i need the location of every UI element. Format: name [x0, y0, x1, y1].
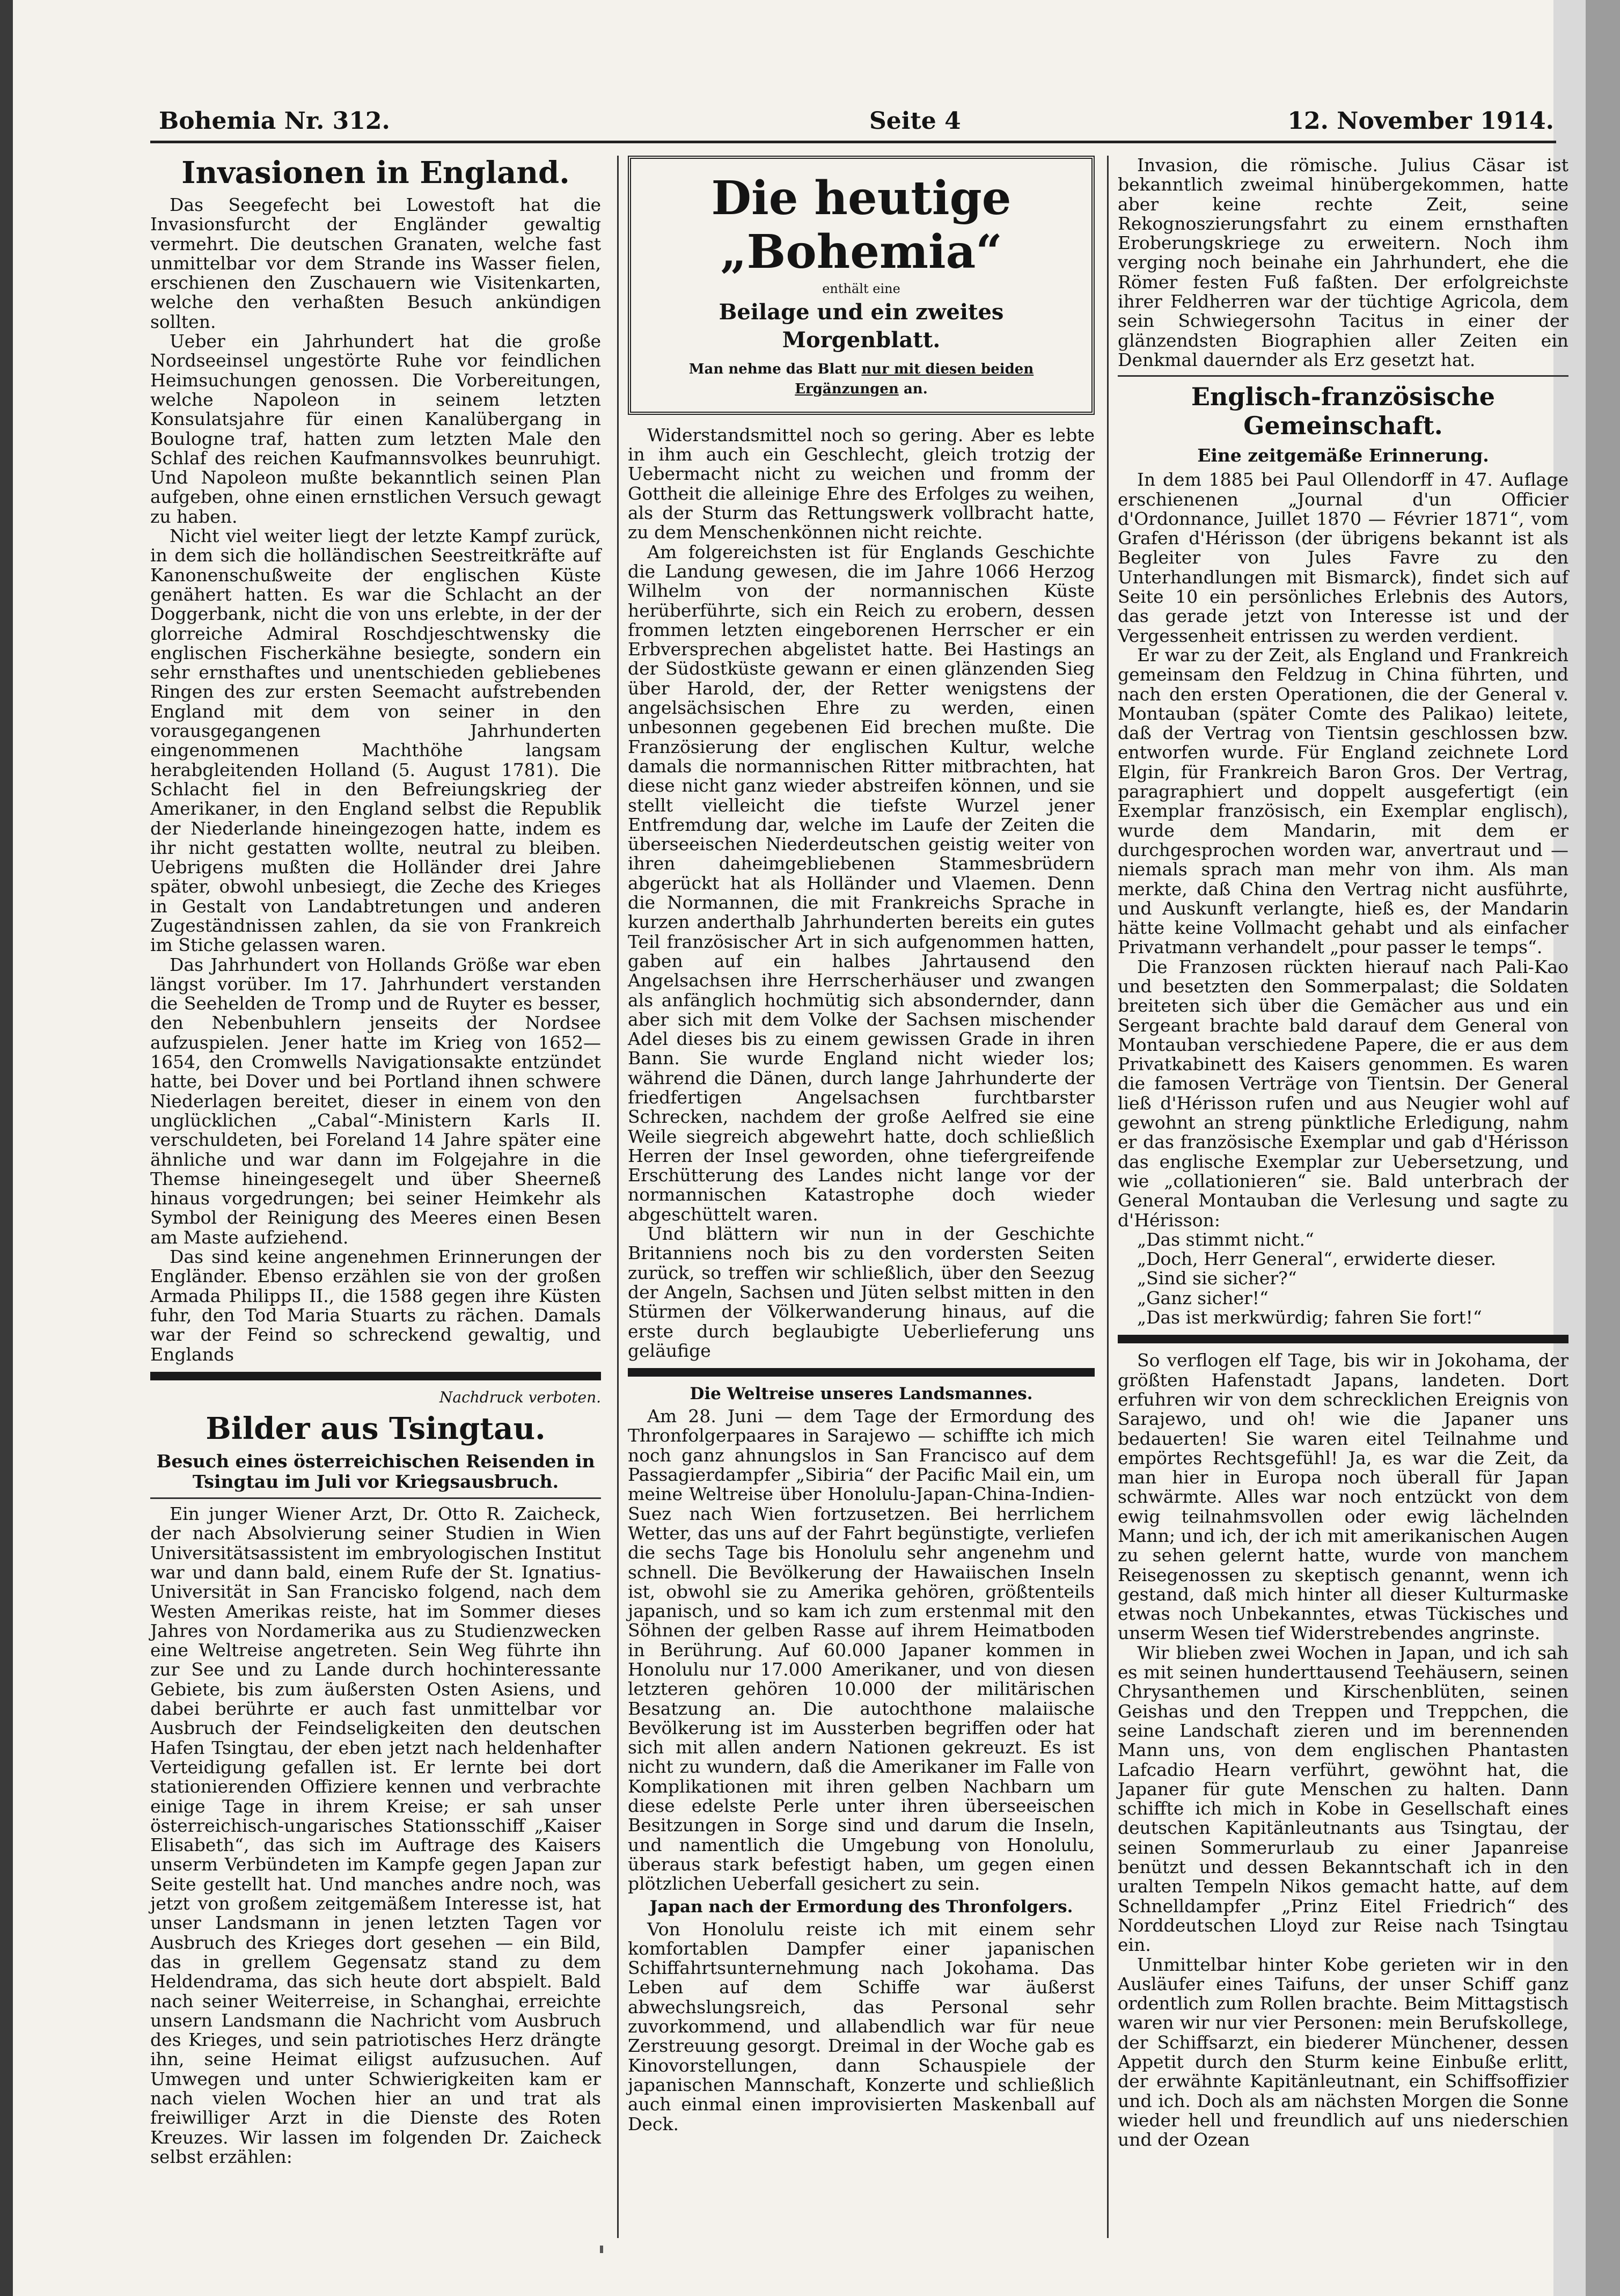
- paragraph: Widerstandsmittel noch so gering. Aber es lebte in ihm auch ein Geschlecht, gleich trotzig der Uebermacht nicht zu weichen und fromm der Gottheit die alleinige Ehre des Erfolges zu weihen, als der Sturm das Rettungswerk vollbracht hatte, zu dem Menschenkönnen nicht reichte.: [628, 424, 1095, 543]
- scan-edge-left: [0, 0, 13, 2296]
- paragraph: Das Seegefecht bei Lowestoft hat die Invasionsfurcht der Engländer gewaltig vermehrt. Die deutschen Granaten, welche fast unmittelbar vor dem Strande ins Wasser fielen, erschienen den Zuschauern wie Visitenkarten, welche den verhaßten Besuch ankündigen sollten.: [150, 194, 601, 332]
- section-title-japan: Japan nach der Ermordung des Thronfolgers.: [649, 1897, 1073, 1917]
- paragraph: Die Franzosen rückten hierauf nach Pali-Kao und besetzten den Sommerpalast; die Soldaten breiteten sich über die Gemächer aus und ein Sergeant brachte bald darauf dem General von Montauban verschiedene Papere, die er aus dem Privatkabinett des Kaisers genommen. Es waren die famosen Verträge von Tientsin. Der General ließ d'Hérisson rufen und aus Neugier wohl auf gewohnt an streng pünktliche Erledigung, nahm er das französische Exemplar und gab d'Hérisson das englische Exemplar zur Uebersetzung, und wie „collationieren“ sie. Bald unterbrach der General Montauban die Verlesung und sagte zu d'Hérisson:: [1118, 956, 1568, 1231]
- reprint-note: Nachdruck verboten.: [439, 1388, 601, 1406]
- section-rule: [628, 1368, 1095, 1377]
- page-header: [159, 107, 1554, 140]
- header-rule: [150, 141, 1556, 143]
- paragraph: Von Honolulu reiste ich mit einem sehr komfortablen Dampfer einer japanischen Schiffahrtsunternehmung nach Jokohama. Das Leben auf dem Schiffe war äußerst abwechslungsreich, das Personal sehr zuvorkommend, und allabendlich war für neue Zerstreuung gesorgt. Dreimal in der Woche gab es Kinovorstellungen, dann Schauspiele der japanischen Mannschaft, Konzerte und schließlich auch einmal einen improvisierten Maskenball auf Deck.: [628, 1918, 1095, 2134]
- dialogue-line: „Das ist merkwürdig; fahren Sie fort!“: [1137, 1307, 1482, 1328]
- dialogue-line: „Sind sie sicher?“: [1137, 1268, 1297, 1289]
- paragraph: Und blättern wir nun in der Geschichte Britanniens noch bis zu den vordersten Seiten zurück, so treffen wir schließlich, über den Seezug der Angeln, Sachsen und Jüten selbst mitten in den Stürmen der Völkerwanderung hinaus, auf die erste durch beglaubigte Ueberlieferung uns geläufige: [628, 1223, 1095, 1361]
- dialogue-line: „Doch, Herr General“, erwiderte dieser.: [1137, 1248, 1497, 1270]
- notice-title: Die heutige „Bohemia“: [711, 171, 1011, 279]
- section-rule: [150, 1372, 601, 1380]
- print-mark: [600, 2246, 603, 2253]
- article-title-invasionen: Invasionen in England.: [181, 155, 570, 191]
- subtitle-rule: [150, 1497, 601, 1499]
- header-page-number: Seite 4: [869, 107, 961, 135]
- paragraph: Das sind keine angenehmen Erinnerungen der Engländer. Ebenso erzählen sie von der großen Armada Philipps II., die 1588 gegen ihre Küsten fuhr, den Tod Maria Stuarts zu rächen. Damals war der Feind so schreckend gewaltig, und Englands: [150, 1246, 601, 1365]
- paragraph: Ueber ein Jahrhundert hat die große Nordseeinsel ungestörte Ruhe vor feindlichen Heimsuchungen genossen. Die Vorbereitungen, welche Napoleon in seinem letzten Konsulatsjahre für einen Kanalübergang in Boulogne traf, hatten zum letzten Male den Schlaf des reichen Kaufmannsvolkes beunruhigt. Und Napoleon mußte bekanntlich seinen Plan aufgeben, ohne einen ernstlichen Versuch gewagt zu haben.: [150, 331, 601, 527]
- notice-line3: [642, 360, 1081, 399]
- article-subtitle-erinnerung: Eine zeitgemäße Erinnerung.: [1197, 445, 1489, 466]
- notice-line3-pre: Man nehme das Blatt: [688, 361, 862, 378]
- paragraph: Das Jahrhundert von Hollands Größe war eben längst vorüber. Im 17. Jahrhundert verstanden die Seehelden de Tromp und de Ruyter es besser, den Nebenbuhlern jenseits der Nordsee aufzuspielen. Jener hatte im Krieg von 1652—1654, den Cromwells Navigationsakte entzündet hatte, bei Dover und bei Portland ihnen schwere Niederlagen bereitet, dieser in einem von den unglücklichen „Cabal“-Ministern Karls II. verschuldeten, bei Foreland 14 Jahre später eine ähnliche und war dann im Folgejahre in die Themse hineingesegelt und über Sheerneß hinaus vorgedrungen; bei seiner Heimkehr als Symbol der Reinigung des Meeres einen Besen am Maste aufziehend.: [150, 954, 601, 1248]
- paragraph: So verflogen elf Tage, bis wir in Jokohama, der größten Hafenstadt Japans, landeten. Dort erfuhren wir von dem schrecklichen Ereignis von Sarajewo, und oh! wie die Japaner uns bedauerten! Sie waren eitel Teilnahme und empörtes Rechtsgefühl! Ja, es war die Zeit, da man hier in Europa noch überall für Japan schwärmte. Alles war noch entzückt von dem ewig teilnahmsvollen oder ewig lächelnden Mann; und ich, der ich mit amerikanischen Augen zu sehen gelernt hatte, wurde von manchem Reisegenossen zu skeptisch genannt, wenn ich gestand, daß mich hinter all dieser Kulturmaske etwas noch Unbekanntes, etwas Tückisches und unserm Wesen tief Widerstrebendes angrinste.: [1118, 1350, 1568, 1644]
- column-divider-1: [617, 156, 619, 2238]
- section-rule: [1118, 1335, 1568, 1343]
- paragraph: In dem 1885 bei Paul Ollendorff in 47. Auflage erschienenen „Journal d'un Officier d'Ordonnance, Juillet 1870 — Février 1871“, vom Grafen d'Hérisson (der übrigens bekannt ist als Begleiter von Jules Favre zu den Unterhandlungen mit Bismarck), findet sich auf Seite 10 ein persönliches Erlebnis des Autors, das gerade jetzt von Interesse ist und der Vergessenheit entrissen zu werden verdient.: [1118, 469, 1568, 646]
- paragraph: Am 28. Juni — dem Tage der Ermordung des Thronfolgerpaares in Sarajewo — schiffte ich mich noch ganz ahnungslos in San Francisco auf dem Passagierdampfer „Sibiria“ der Pacific Mail ein, um meine Weltreise über Honolulu-Japan-China-Indien-Suez nach Wien fortzusetzen. Bei herrlichem Wetter, das uns auf der Fahrt begünstigte, verliefen die sechs Tage bis Honolulu sehr angenehm und schnell. Die Bevölkerung der Hawaiischen Inseln ist, obwohl sie zu Amerika gehören, größtenteils japanisch, und so kam ich zum erstenmal mit den Söhnen der gelben Rasse auf ihrem Heimatboden in Berührung. Auf 60.000 Japaner kommen in Honolulu nur 17.000 Amerikaner, und von diesen letzteren gehören 10.000 der militärischen Besatzung an. Die autochthone malaiische Bevölkerung ist im Aussterben begriffen oder hat sich mit allen andern Nationen gekreuzt. Es ist nicht zu wundern, daß die Amerikaner im Falle von Komplikationen mit ihren gelben Nachbarn um diese edelste Perle unter ihren überseeischen Besitzungen in Sorge sind und darum die Inseln, und namentlich die Umgebung von Honolulu, überaus stark befestigt haben, um gegen einen plötzlichen Ueberfall gesichert zu sein.: [628, 1406, 1095, 1895]
- dialogue-line: „Ganz sicher!“: [1137, 1287, 1269, 1308]
- dialogue-line: „Das stimmt nicht.“: [1137, 1229, 1314, 1250]
- article-title-tsingtau: Bilder aus Tsingtau.: [206, 1411, 546, 1447]
- article-subtitle-tsingtau: Besuch eines österreichischen Reisenden in Tsingtau im Juli vor Kriegsausbruch.: [156, 1451, 595, 1493]
- notice-line1: enthält eine: [822, 281, 900, 296]
- notice-line3-post: an.: [898, 381, 928, 397]
- paragraph: Wir blieben zwei Wochen in Japan, und ich sah es mit seinen hunderttausend Teehäusern, seinen Chrysanthemen und Kirschenblüten, seinen Geishas und den Treppen und Treppchen, die seine Landschaft zieren und im berennenden Mann uns, von dem englischen Phantasten Lafcadio Hearn verführt, gewöhnt hat, die Japaner für gute Menschen zu halten. Dann schiffte ich mich in Kobe in Gesellschaft eines deutschen Kapitänleutnants aus Tsingtau, der seinen Sommerurlaub zu einer Japanreise benützt und dessen Bekanntschaft ich in den uralten Tempeln Nikos gemacht hatte, auf dem Schnelldampfer „Prinz Eitel Friedrich“ des Norddeutschen Lloyd zur Reise nach Tsingtau ein.: [1118, 1642, 1568, 1956]
- paragraph: Am folgereichsten ist für Englands Geschichte die Landung gewesen, die im Jahre 1066 Herzog Wilhelm von der normannischen Küste herüberführte, sich ein Reich zu erobern, dessen frommen letzten eingeborenen Herrscher er ein Erbversprechen abgelistet hatte. Bei Hastings an der Südostküste gewann er einen glänzenden Sieg über Harold, der, der Retter wenigstens der angelsächsischen Ehre zu werden, einen unbesonnen gegebenen Eid brechen mußte. Die Französierung der englischen Kultur, welche damals die normannischen Ritter mitbrachten, hat diese nicht ganz wieder abstreifen können, und sie stellt vielleicht die tiefste Wurzel jener Entfremdung dar, welche im Laufe der Zeiten die überseeischen Niederdeutschen geistig weiter von ihren daheimgebliebenen Stammesbrüdern abgerückt hat als Holländer und Vlaemen. Denn die Normannen, die mit Frankreichs Sprache in kurzen anderthalb Jahrhunderten bereits ein gutes Teil französischer Art in sich aufgenommen hatten, gaben auf ein halbes Jahrtausend den Angelsachsen ihre Herrscherhäuser und zwangen als anfänglich hochmütig sich absondernder, dann aber sich mit dem Volke der Sachsen mischender Adel dieses bis zu einem gewissen Grade in ihren Bann. Sie wurde England nicht wieder los; während die Dänen, durch lange Jahrhunderte der friedfertigen Angelsachsen furchtbarster Schrecken, nachdem der große Aelfred sie eine Weile siegreich abgewehrt hatte, doch schließlich Herren der Insel geworden, ohne tiefergreifende Erschütterung des Landes nicht lange vor der normannischen Katastrophe doch wieder abgeschüttelt waren.: [628, 541, 1095, 1225]
- header-date: 12. November 1914.: [1287, 107, 1554, 135]
- paragraph: Nicht viel weiter liegt der letzte Kampf zurück, in dem sich die holländischen Seestreitkräfte auf Kanonenschußweite der englischen Küste genähert hatten. Es war die Schlacht an der Doggerbank, nicht die von uns erlebte, in der der glorreiche Admiral Roschdjeschtwensky die englischen Fischerkähne besiegte, sondern ein sehr ernsthaftes und unentschieden gebliebenes Ringen des zur ersten Seemacht aufstrebenden England mit dem von seiner in den vorausgegangenen Jahrhunderten eingenommenen Machthöhe langsam herabgleitenden Holland (5. August 1781). Die Schlacht fiel in den Befreiungskrieg der Amerikaner, in den England selbst die Republik der Niederlande hineingezogen hatte, indem es ihr nicht gestatten wollte, neutral zu bleiben. Uebrigens mußten die Holländer drei Jahre später, obwohl unbesiegt, die Zeche des Krieges in Gestalt von Landabtretungen und anderen Zugeständnissen zahlen, da sie von Frankreich im Stiche gelassen waren.: [150, 525, 601, 956]
- column-1: [150, 156, 601, 2167]
- scan-edge-right: [1586, 0, 1620, 2296]
- notice-line3-underlined: nur mit diesen beiden Ergänzungen: [795, 361, 1034, 397]
- paragraph: Unmittelbar hinter Kobe gerieten wir in den Ausläufer eines Taifuns, der unser Schiff ganz ordentlich zum Rollen brachte. Beim Mittagstisch waren wir nur vier Personen: mein Berufskollege, der Schiffsarzt, ein biederer Münchener, dessen Appetit durch den Sturm keine Einbuße erlitt, der erwähnte Kapitänleutnant, ein Schiffsoffizier und ich. Doch als am nächsten Morgen die Sonne wieder hell und freundlich auf uns niederschien und der Ozean: [1118, 1954, 1568, 2151]
- section-rule: [1118, 375, 1568, 377]
- section-title-weltreise: Die Weltreise unseres Landsmannes.: [690, 1384, 1033, 1404]
- paragraph: Ein junger Wiener Arzt, Dr. Otto R. Zaicheck, der nach Absolvierung seiner Studien in Wien Universitätsassistent im embryologischen Institut war und dann bald, einem Rufe der St. Ignatius-Universität in San Francisko folgend, nach dem Westen Amerikas reiste, hat im Sommer dieses Jahres von Nordamerika aus zu Studienzwecken eine Weltreise angetreten. Sein Weg führte ihn zur See und zu Lande durch hochinteressante Gebiete, bis zum äußersten Osten Asiens, und dabei berührte er auch fast unmittelbar vor Ausbruch der Feindseligkeiten den deutschen Hafen Tsingtau, der eben jetzt nach heldenhafter Verteidigung gefallen ist. Er lernte bei dort stationierenden Offiziere kennen und verbrachte einige Tage in ihrem Kreise; er sah unser österreichisch-ungarisches Stationsschiff „Kaiser Elisabeth“, das sich im Auftrage des Kaisers unserm Verbündeten im Kampfe gegen Japan zur Seite gestellt hat. Und manches andre noch, was jetzt von großem zeitgemäßem Interesse ist, hat unser Landsmann in jenen letzten Tagen vor Ausbruch des Krieges dort gesehen — ein Bild, das in grellem Gegensatz stand zu dem Heldendrama, das sich heute dort abspielt. Bald nach seiner Weiterreise, in Schanghai, erreichte unsern Landsmann die Nachricht vom Ausbruch des Krieges, und sein patriotisches Herz drängte ihn, seine Heimat eiligst aufzusuchen. Auf Umwegen und unter Schwierigkeiten kam er nach vielen Wochen hier an und trat als freiwilliger Arzt in die Dienste des Roten Kreuzes. Wir lassen im folgenden Dr. Zaicheck selbst erzählen:: [150, 1503, 601, 2167]
- notice-line2: Beilage und ein zweites Morgenblatt.: [719, 299, 1004, 353]
- column-2: [628, 156, 1095, 2134]
- paragraph: Er war zu der Zeit, als England und Frankreich gemeinsam den Feldzug in China führten, und nach den ersten Operationen, die der General v. Montauban (später Comte des Palikao) leitete, daß der Vertrag von Tientsin geschlossen bzw. entworfen wurde. Für England zeichnete Lord Elgin, für Frankreich Baron Gros. Der Vertrag, paragraphiert und doppelt ausgefertigt (ein Exemplar französisch, ein Exemplar englisch), wurde dem Mandarin, mit dem er durchgesprochen worden war, anvertraut und — niemals sprach man mehr von ihm. Als man merkte, daß China den Vertrag nicht ausführte, und Auskunft verlangte, hieß es, der Mandarin hätte keine Vollmacht gehabt und als einfacher Privatmann verhandelt „pour passer le temps“.: [1118, 644, 1568, 958]
- column-3: [1118, 156, 1568, 2150]
- paragraph: Invasion, die römische. Julius Cäsar ist bekanntlich zweimal hinübergekommen, hatte aber keine rechte Zeit, seine Rekognoszierungsfahrt zu einem ernsthaften Eroberungskriege zu erweitern. Noch ihm verging noch beinahe ein Jahrhundert, ehe die Römer festen Fuß faßten. Der erfolgreichste ihrer Feldherren war der tüchtige Agricola, dem sein Schwiegersohn Tacitus in einer der glänzendsten Biographien aller Zeiten ein Denkmal dauernder als Erz gesetzt hat.: [1118, 155, 1568, 370]
- column-divider-2: [1107, 156, 1109, 2238]
- header-issue: Bohemia Nr. 312.: [159, 107, 390, 135]
- article-title-gemeinschaft: Englisch-französische Gemeinschaft.: [1191, 382, 1496, 441]
- notice-box: [628, 156, 1095, 415]
